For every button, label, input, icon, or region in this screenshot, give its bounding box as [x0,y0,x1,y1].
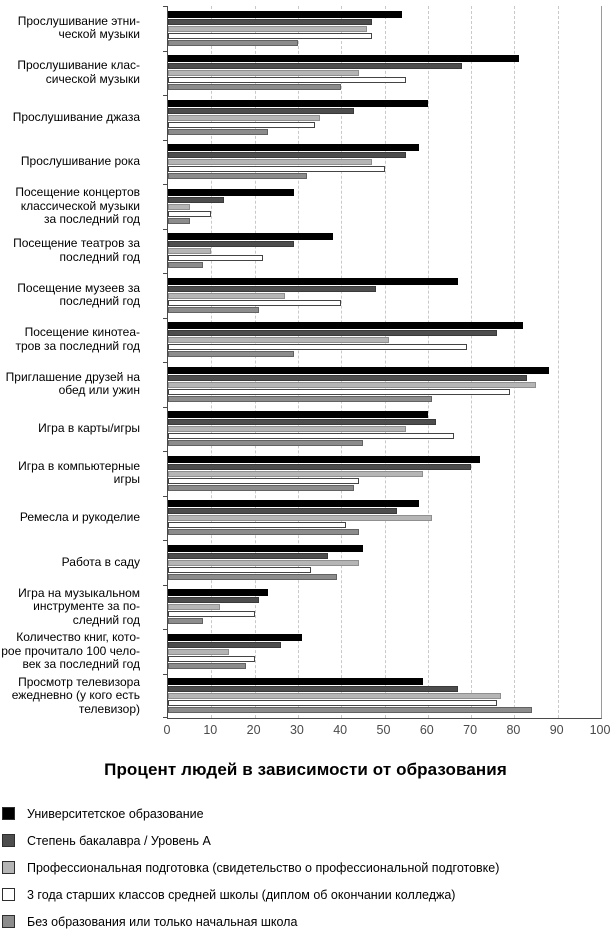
category-row [0,51,611,96]
category-label [0,460,140,487]
bar [168,367,549,374]
bar [168,589,268,596]
bar [168,11,402,18]
bar [168,500,419,507]
legend-swatch [2,834,15,847]
bar [168,144,419,151]
x-axis-tick-label: 30 [289,723,304,737]
category-label-line: последний год [59,249,140,264]
category-label-line: за последний год [44,212,140,226]
bar [168,40,298,46]
bar [168,686,458,692]
category-label [0,282,140,309]
bar [168,419,436,425]
bar-group [168,456,601,491]
bar [168,248,211,254]
category-label [0,186,140,227]
bar [168,129,268,135]
bar [168,508,397,514]
legend-swatch [2,861,15,874]
category-label [0,59,140,86]
category-label-line: век за последний год [22,657,140,671]
bar [168,115,320,121]
category-label [0,326,140,353]
category-row [0,540,611,585]
bar [168,560,359,566]
bar [168,634,302,641]
bar [168,189,294,196]
bar-group [168,322,601,357]
category-label-line: Приглашение друзей на [5,369,140,384]
bar [168,286,376,292]
bar [168,456,480,463]
category-row [0,674,611,719]
bar [168,553,328,559]
bar [168,218,190,224]
legend-item [2,854,607,881]
legend-swatch [2,807,15,820]
bar [168,604,220,610]
bar [168,77,406,83]
legend-label: Степень бакалавра / Уровень А [27,833,211,848]
bar-group [168,545,601,580]
category-label [0,155,140,169]
legend-label: Профессиональная подготовка (свидетельство о профессиональной подготовке) [27,860,500,875]
bar [168,707,532,713]
category-row [0,362,611,407]
x-axis-tick-label: 60 [419,723,434,737]
category-label-line: Посещение театров за [13,236,140,251]
bar-group [168,278,601,313]
category-label-line: Ремесла и рукоделие [19,510,140,524]
x-axis-tick-label: 40 [333,723,348,737]
bar [168,159,372,165]
bar [168,108,354,114]
bar-group [168,55,601,90]
category-label-line: игры [113,472,140,487]
bar [168,100,428,107]
category-label-line: Количество книг, кото- [16,630,140,644]
category-label [0,587,140,628]
bar [168,464,471,470]
category-label-line: ежедневно (у кого есть [11,688,140,702]
bar [168,122,315,128]
category-label-line: Игра в компьютерные [18,458,140,473]
category-rows [0,6,611,718]
category-row [0,140,611,185]
bar [168,233,333,240]
x-axis-tick-label: 80 [506,723,521,737]
legend-item [2,908,607,935]
bar [168,411,428,418]
bar [168,515,432,521]
category-label-line: Посещение концертов [15,185,140,199]
category-label-line: Посещение музеев за [17,280,140,295]
x-axis-tick-label: 10 [203,723,218,737]
category-label [0,556,140,570]
bar [168,300,341,306]
bar [168,396,432,402]
bar-group [168,589,601,624]
bar [168,678,423,685]
category-row [0,407,611,452]
bar [168,611,255,617]
category-label [0,631,140,672]
category-row [0,451,611,496]
bar [168,70,359,76]
category-label [0,111,140,125]
bar [168,426,406,432]
category-label-line: Посещение кинотеа- [24,325,140,340]
bar-group [168,233,601,268]
category-row [0,318,611,363]
bar [168,262,203,268]
category-label-line: Прослушивание рока [20,154,140,168]
x-axis-tick-label: 90 [549,723,564,737]
category-label [0,422,140,436]
bar [168,84,341,90]
bar [168,471,423,477]
bar-group [168,411,601,446]
bar [168,597,259,603]
bar [168,330,497,336]
bar [168,211,211,217]
legend-label: Университетское образование [27,806,204,821]
category-label-line: тров за последний год [15,338,140,353]
x-axis-tick-label: 100 [589,723,611,737]
x-axis-tick-label: 0 [163,723,171,737]
bar [168,278,458,285]
category-label-line: следний год [72,612,140,627]
category-row [0,629,611,674]
bar [168,63,462,69]
category-label-line: ческой музыки [58,27,140,42]
bar [168,567,311,573]
chart-title: Процент людей в зависимости от образования [104,760,507,779]
bar [168,529,359,535]
category-row [0,229,611,274]
bar-group [168,100,601,135]
bar [168,152,406,158]
legend-item [2,827,607,854]
bar-group [168,11,601,46]
bar [168,33,372,39]
bar [168,389,510,395]
category-label-line: обед или ужин [58,383,140,398]
category-label-line: рое прочитало 100 чело- [1,643,140,658]
category-label [0,237,140,264]
bar-group [168,144,601,179]
bar [168,344,467,350]
bar [168,197,224,203]
category-row [0,6,611,51]
bar-group [168,367,601,402]
category-label-line: Работа в саду [61,554,140,569]
category-label [0,371,140,398]
bar [168,204,190,210]
bar [168,440,363,446]
x-axis [0,723,611,739]
bar [168,433,454,439]
category-label-line: Прослушивание этни- [17,13,140,28]
bar [168,522,346,528]
bar-group [168,634,601,669]
bar [168,166,385,172]
bar [168,545,363,552]
category-label-line: Просмотр телевизора [18,674,140,689]
category-label-line: инструменте за по- [33,599,140,613]
bar [168,351,294,357]
category-label [0,511,140,525]
bar [168,375,527,381]
bar [168,478,359,484]
bar-group [168,189,601,224]
bar-group [168,500,601,535]
bar [168,656,255,662]
category-label-line: Прослушивание клас- [17,58,140,73]
category-label-line: Игра на музыкальном [18,585,140,600]
bar [168,642,281,648]
bar [168,700,497,706]
bar [168,485,354,491]
category-row [0,273,611,318]
bar [168,574,337,580]
x-axis-tick-label: 50 [376,723,391,737]
bar [168,293,285,299]
bar [168,173,307,179]
bar [168,693,501,699]
legend-label: 3 года старших классов средней школы (диплом об окончании колледжа) [27,887,456,902]
bar [168,663,246,669]
x-axis-tick-label: 20 [246,723,261,737]
category-row [0,496,611,541]
category-row [0,95,611,140]
legend-swatch [2,915,15,928]
bar [168,322,523,329]
category-label-line: телевизор) [78,701,140,716]
category-row [0,184,611,229]
legend-item [2,800,607,827]
bar [168,382,536,388]
bar-group [168,678,601,713]
bar [168,55,519,62]
bar [168,241,294,247]
category-label-line: последний год [59,294,140,309]
category-label [0,15,140,42]
category-label-line: Прослушивание джаза [12,109,140,124]
bar [168,307,259,313]
category-label-line: Игра в карты/игры [38,421,140,435]
bar [168,649,229,655]
category-label-line: классической музыки [20,198,140,213]
bar [168,255,263,261]
category-label [0,676,140,717]
bar [168,618,203,624]
x-axis-tick-label: 70 [463,723,478,737]
bar [168,19,372,25]
legend-label: Без образования или только начальная школа [27,914,298,929]
legend [2,800,607,935]
category-row [0,585,611,630]
category-label-line: сической музыки [45,71,140,86]
legend-swatch [2,888,15,901]
bar [168,26,367,32]
legend-item [2,881,607,908]
bar [168,337,389,343]
